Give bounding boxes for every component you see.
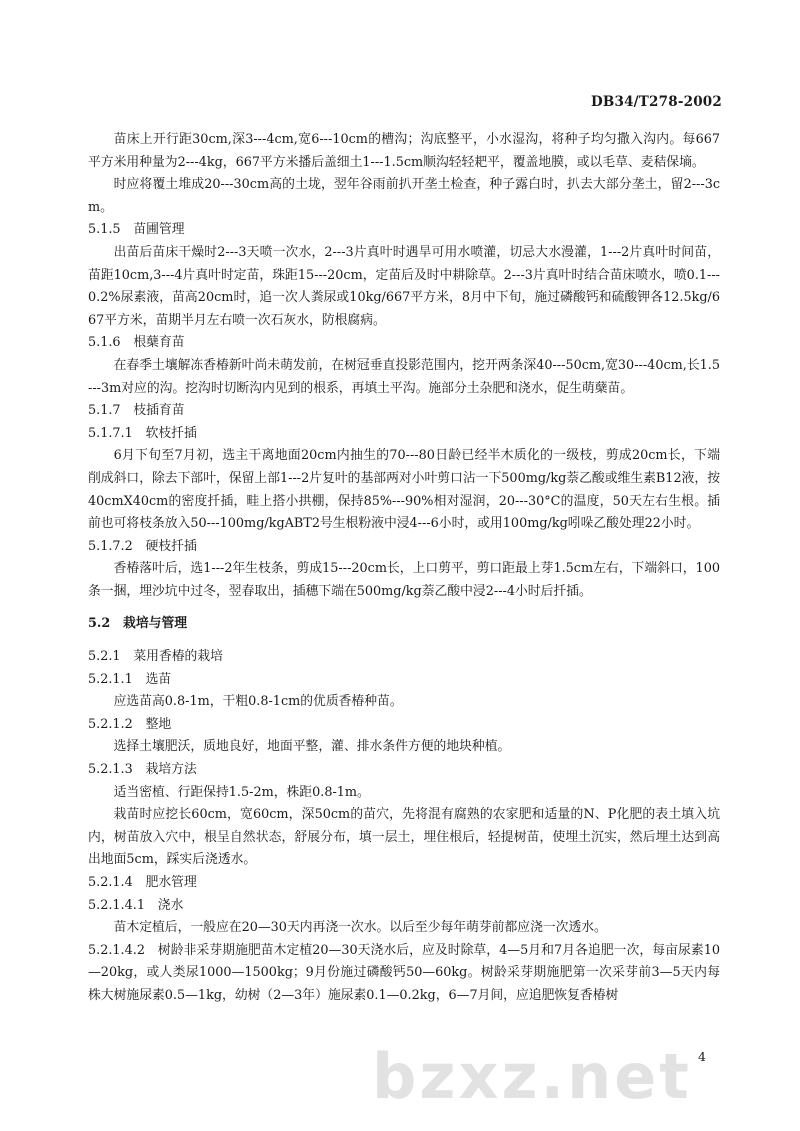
paragraph: 适当密植、行距保持1.5-2m，株距0.8-1m。 — [113, 784, 370, 800]
section-heading: 5.2.1.2 整地 — [88, 716, 172, 732]
section-heading: 5.1.6 根蘖育苗 — [88, 335, 185, 351]
paragraph: 栽苗时应挖长60cm，宽60cm，深50cm的苗穴，先将混有腐熟的农家肥和适量的N、P化肥的表土填入坑内，树苗放入穴中，根呈自然状态，舒展分布，填一层土，埋住根后，轻提树苗，使埋土沉实，然后埋土达到高出地面5cm，踩实后浇透水。 — [88, 807, 720, 868]
page-number: 4 — [698, 1049, 706, 1064]
section-heading: 5.2.1.4.1 浇水 — [88, 897, 184, 913]
paragraph: 时应将覆土堆成20---30cm高的土垅，翌年谷雨前扒开垄土检查，种子露白时，扒去大部分垄土，留2---3cm。 — [88, 177, 720, 215]
section-heading: 5.1.7.2 硬枝扦插 — [88, 538, 197, 554]
paragraph: 6月下旬至7月初，选主干离地面20cm内抽生的70---80日龄已经半木质化的一级枝，剪成20cm长，下端削成斜口，除去下部叶，保留上部1---2片复叶的基部两对小叶剪口沾一下500mg/kg萘乙酸或维生素B12液，按40cmX40cm的密度扦插，畦上搭小拱棚，保持85%---90%相对湿润，20---30°C的温度，50天左右生根。插前也可将枝条放入50---100mg/kgABT2号生根粉液中浸4---6小时，或用100mg/kg吲哚乙酸处理22小时。 — [88, 448, 720, 532]
paragraph: 苗木定植后，一般应在20—30天内再浇一次水。以后至少每年萌芽前都应浇一次透水。 — [113, 920, 607, 936]
paragraph: 苗床上开行距30cm,深3---4cm,宽6---10cm的槽沟；沟底整平，小水湿沟，将种子均匀撒入沟内。每667平方米用种量为2---4kg，667平方米播后盖细土1---1.5cm顺沟轻轻耙平，覆盖地膜，或以毛草、麦秸保墒。 — [88, 132, 720, 170]
section-heading: 5.2.1.3 栽培方法 — [88, 762, 197, 778]
paragraph: 香椿落叶后，选1---2年生枝条，剪成15---20cm长，上口剪平，剪口距最上芽1.5cm左右，下端斜口，100条一捆，埋沙坑中过冬，翌春取出，插穗下端在500mg/kg萘乙酸中浸2---4小时后扦插。 — [88, 561, 720, 599]
paragraph: 应选苗高0.8-1m，干粗0.8-1cm的优质香椿种苗。 — [113, 694, 403, 710]
standard-code: DB34/T278-2002 — [590, 94, 722, 110]
paragraph: 5.2.1.4.2 树龄非采芽期施肥苗木定植20—30天浇水后，应及时除草，4—5月和7月各追肥一次，每亩尿素10—20kg，或人类尿1000—1500kg；9月份施过磷酸钙50—60kg。树龄采芽期施肥第一次采芽前3—5天内每株大树施尿素0.5—1kg，幼树（2—3年）施尿素0.1—0.2kg，6—7月间，应追肥恢复香椿树 — [88, 942, 720, 1003]
paragraph: 选择土壤肥沃，质地良好，地面平整，灌、排水条件方便的地块种植。 — [113, 739, 511, 755]
section-heading: 5.1.5 苗圃管理 — [88, 222, 185, 238]
section-heading: 5.2.1.1 选苗 — [88, 671, 172, 687]
watermark: bzxz.net — [372, 1040, 692, 1113]
section-heading: 5.2.1.4 肥水管理 — [88, 875, 197, 890]
section-heading: 5.2.1 菜用香椿的栽培 — [88, 649, 223, 665]
paragraph: 出苗后苗床干燥时2---3天喷一次水，2---3片真叶时遇旱可用水喷灌，切忌大水漫灌，1---2片真叶时间苗，苗距10cm,3---4片真叶时定苗，珠距15---20cm，定苗后及时中耕除草。2---3片真叶时结合苗床喷水，喷0.1---0.2%尿素液，苗高20cm时，追一次人粪尿或10kg/667平方米，8月中下旬，施过磷酸钙和硫酸钾各12.5kg/667平方米，苗期半月左右喷一次石灰水，防根腐病。 — [88, 244, 720, 328]
section-heading: 5.1.7 枝插育苗 — [88, 403, 185, 419]
section-heading: 5.1.7.1 软枝扦插 — [88, 425, 197, 441]
document-body — [88, 129, 720, 1008]
paragraph: 在春季土壤解冻香椿新叶尚未萌发前，在树冠垂直投影范围内，挖开两条深40---50cm,宽30---40cm,长1.5---3m对应的沟。挖沟时切断沟内见到的根系，再填土平沟。施部分土杂肥和浇水，促生萌蘖苗。 — [88, 357, 720, 396]
chapter-heading: 5.2 栽培与管理 — [88, 616, 188, 632]
